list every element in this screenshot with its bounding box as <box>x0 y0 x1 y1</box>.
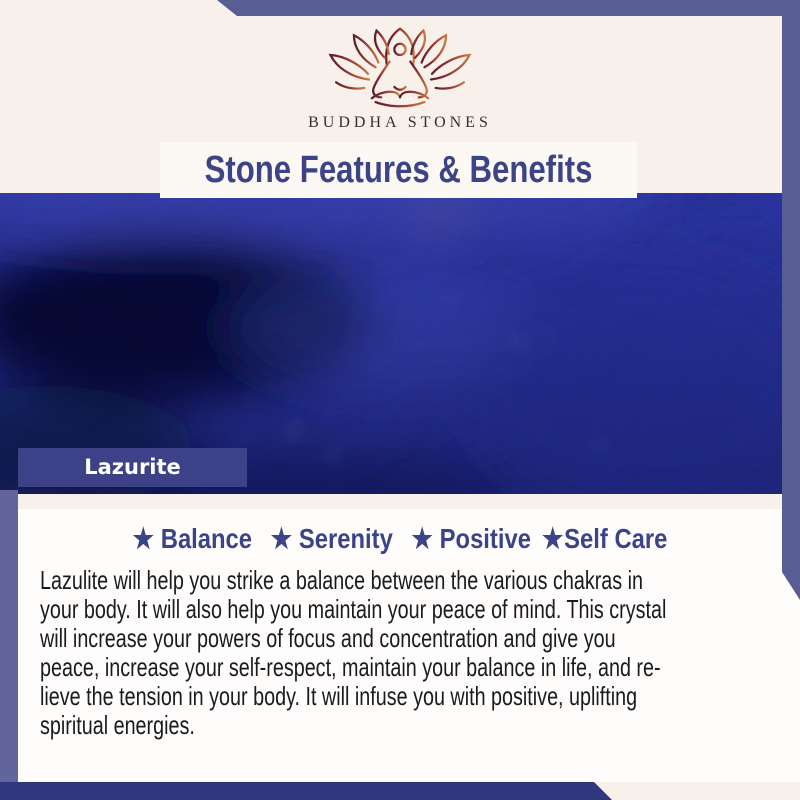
benefit-item <box>133 523 252 554</box>
description-line: will increase your powers of focus and concentration and give you <box>40 623 616 653</box>
benefit-item <box>542 523 667 554</box>
benefit-item <box>412 523 531 554</box>
benefits-line <box>60 522 740 555</box>
stone-label-text: Lazurite <box>84 455 181 479</box>
description-line: spiritual energies. <box>40 710 195 740</box>
heading-panel <box>160 142 637 198</box>
star-icon: ★ <box>132 523 154 554</box>
benefit-label: Balance <box>160 523 253 554</box>
star-icon: ★ <box>411 523 433 554</box>
frame-left-strip <box>0 490 18 800</box>
stone-description <box>40 566 800 740</box>
description-line: your body. It will also help you maintain your peace of mind. This crystal <box>40 594 667 624</box>
benefit-label: Serenity <box>298 523 393 554</box>
benefit-item <box>271 523 393 554</box>
benefit-label: Positive <box>439 523 531 554</box>
brand-name: BUDDHA STONES <box>308 114 492 131</box>
description-line: lieve the tension in your body. It will infuse you with positive, uplifting <box>40 681 638 711</box>
description-line: peace, increase your self-respect, maintain your balance in life, and re- <box>40 652 661 682</box>
frame-top-band <box>217 0 800 16</box>
page-title: Stone Features & Benefits <box>204 149 593 191</box>
frame-right-strip <box>782 0 800 600</box>
star-icon: ★ <box>541 523 564 554</box>
lotus-meditation-logo-icon <box>320 24 480 118</box>
benefit-label: Self Care <box>564 523 668 554</box>
stone-label-banner <box>18 448 247 487</box>
star-icon: ★ <box>270 523 293 554</box>
frame-bottom-band <box>0 782 612 800</box>
description-line: Lazulite will help you strike a balance between the various chakras in <box>40 565 644 595</box>
